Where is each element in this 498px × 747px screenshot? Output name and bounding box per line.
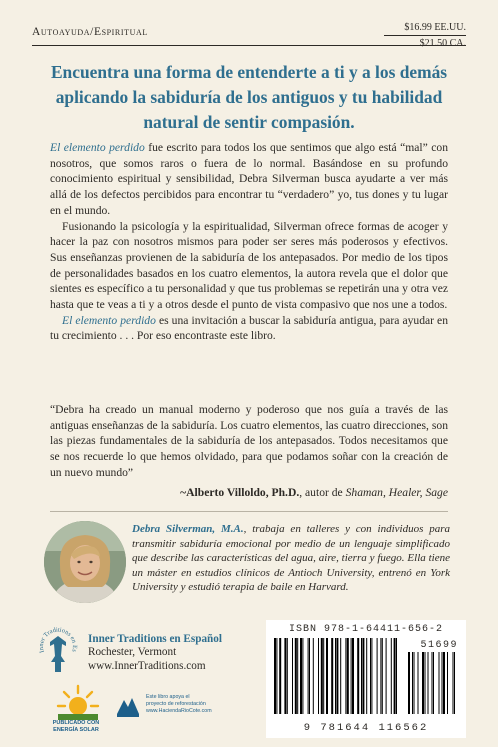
price-divider xyxy=(384,35,466,36)
reforest-line-2: proyecto de reforestación xyxy=(146,701,206,707)
solar-line-2: ENERGÍA SOLAR xyxy=(53,727,99,733)
endorser-book: Shaman, Healer, Sage xyxy=(345,486,448,499)
section-rule xyxy=(50,511,448,512)
publisher-url[interactable]: www.InnerTraditions.com xyxy=(88,659,206,672)
author-photo xyxy=(44,521,126,603)
endorser-role: , autor de xyxy=(299,486,346,499)
headline: Encuentra una forma de entenderte a ti y a los demás aplicando la sabiduría de los antiguos y tu habilidad natural de sentir compasión. xyxy=(50,62,448,132)
author-bio xyxy=(132,522,450,595)
endorsement-attribution xyxy=(180,486,448,499)
barcode xyxy=(266,620,466,738)
description-text-1: fue escrito para todos los que sentimos que algo está “mal” con nosotros, que somos raros o fuera de lo normal. Basándose en su profundo conocimiento espiritual y sensibilidad, Debra Silverman busca ayudarte a ver más allá de los defectos percibidos para encontrar tu “verdadero” yo, tus dones y tu lugar en el mundo. xyxy=(50,141,448,217)
description-text-3: es una invitación a buscar la sabiduría antigua, para ayudar en tu crecimiento . . . Por eso encontraste este libro. xyxy=(50,313,448,343)
category-label: Autoayuda/Espiritual xyxy=(32,26,148,38)
endorser-name: ~Alberto Villoldo, Ph.D. xyxy=(180,486,300,499)
barcode-digits: 9 781644 116562 xyxy=(303,722,429,734)
solar-energy-text xyxy=(46,720,106,734)
description-paragraph-1 xyxy=(50,140,448,219)
book-title-ref-2: El elemento perdido xyxy=(62,313,156,327)
isbn-text: ISBN 978-1-64411-656-2 xyxy=(288,624,444,635)
barcode-supplement: 51699 xyxy=(420,640,458,651)
book-title-ref-1: El elemento perdido xyxy=(50,141,145,154)
reforestation-logo xyxy=(114,692,142,720)
description-paragraph-3 xyxy=(50,313,448,344)
publisher-logo-text: Inner Traditions en Es xyxy=(38,626,78,654)
reforest-line-1: Este libro apoya el xyxy=(146,694,190,700)
publisher-name: Inner Traditions en Español xyxy=(88,633,222,645)
price-us: $16.99 EE.UU. xyxy=(404,22,466,33)
solar-line-1: PUBLICADO CON xyxy=(52,720,100,726)
description xyxy=(50,140,448,344)
reforest-line-3: www.HaciendaRioCote.com xyxy=(146,708,212,714)
author-bio-text: , trabaja en talleres y con individuos para transmitir sabiduría emocional por medio de un lenguaje simplificado que describe las características del agua, aire, tierra y fuego. Ella tiene un máster en estudios clínicos de Antioch University, entrenó en York University y estudió terapia de baile en Harvard. xyxy=(132,523,450,594)
endorsement-quote: “Debra ha creado un manual moderno y poderoso que nos guía a través de las antiguas enseñanzas de la sabiduría. Los cuatro elementos, las cuatro direcciones, son las piezas fundamentales de la sabiduría de los antepasados. Todos necesitamos que se nos recuerde lo que hemos olvidado, para que podamos soñar con la creación de un nuevo mundo” xyxy=(50,403,448,479)
publisher-info xyxy=(88,633,222,673)
reforestation-text xyxy=(146,694,256,715)
publisher-logo xyxy=(38,612,78,676)
top-rule xyxy=(32,45,466,46)
author-name: Debra Silverman, M.A. xyxy=(132,523,244,535)
description-paragraph-2: Fusionando la psicología y la espiritualidad, Silverman ofrece formas de acoger y hacer la paz con nosotros mismos para poder ser seres más poderosos y efectivos. Sus enseñanzas provienen de la sabiduría de los antepasados. Por medio de los tipos de personalidades basados en los cuatro elementos, la autora revela que el dolor que sientes es específico a tu personalidad y que tus problemas se repetirán una y otra vez hasta que te veas a ti y a otros desde el punto de vista compasivo que nos une a todos. xyxy=(50,219,448,312)
publisher-city: Rochester, Vermont xyxy=(88,646,177,659)
price-ca: $21.50 CA. xyxy=(419,38,466,49)
